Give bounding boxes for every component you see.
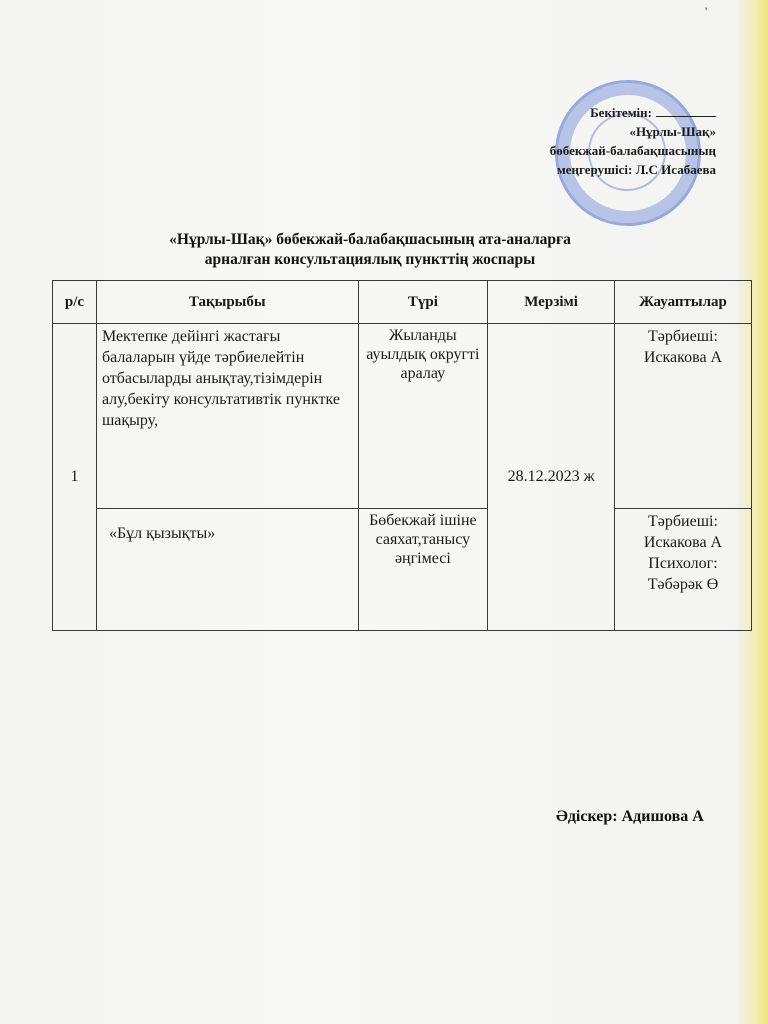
row-num: 1 [53, 324, 97, 631]
row-type: Жыланды ауылдық округті аралау [358, 324, 488, 509]
table-row [53, 324, 752, 509]
approval-org-line: «Нұрлы-Шақ» [629, 124, 716, 139]
row-responsible: Тәрбиеші: Искакова А Психолог: Тәбәрәк Ө [614, 509, 751, 631]
header-type: Түрі [358, 281, 488, 324]
plan-table [52, 280, 752, 631]
approval-label-line [550, 103, 716, 122]
row-topic: Мектепке дейінгі жастағы балаларын үйде тәрбиелейтін отбасыларды анықтау,тізімдерін алу,бекіту консультативтік пунктке шақыру, [96, 324, 358, 509]
approval-label: Бекітемін: [590, 105, 652, 120]
signature-line [656, 116, 716, 117]
row-type: Бөбекжай ішіне саяхат,танысу әңгімесі [358, 509, 488, 631]
header-topic: Тақырыбы [96, 281, 358, 324]
title-line-1: «Нұрлы-Шақ» бөбекжай-балабақшасының ата-аналарға [169, 231, 571, 248]
header-num: р/с [53, 281, 97, 324]
corner-mark: ' [705, 4, 708, 18]
approval-block [550, 103, 716, 179]
approval-org-type: бөбекжай-балабақшасының [549, 143, 716, 158]
methodist-signature: Әдіскер: Адишова А [556, 808, 704, 825]
row-topic: «Бұл қызықты» [96, 509, 358, 631]
header-date: Мерзімі [488, 281, 615, 324]
table-header-row [53, 281, 752, 324]
approval-head-line: меңгерушісі: Л.С Исабаева [556, 162, 716, 177]
header-responsible: Жауаптылар [614, 281, 751, 324]
title-line-2: арналған консультациялық пункттің жоспары [204, 251, 536, 268]
row-date: 28.12.2023 ж [488, 324, 615, 631]
document-title [100, 230, 640, 270]
table-row [53, 509, 752, 631]
row-responsible: Тәрбиеші: Искакова А [614, 324, 751, 509]
